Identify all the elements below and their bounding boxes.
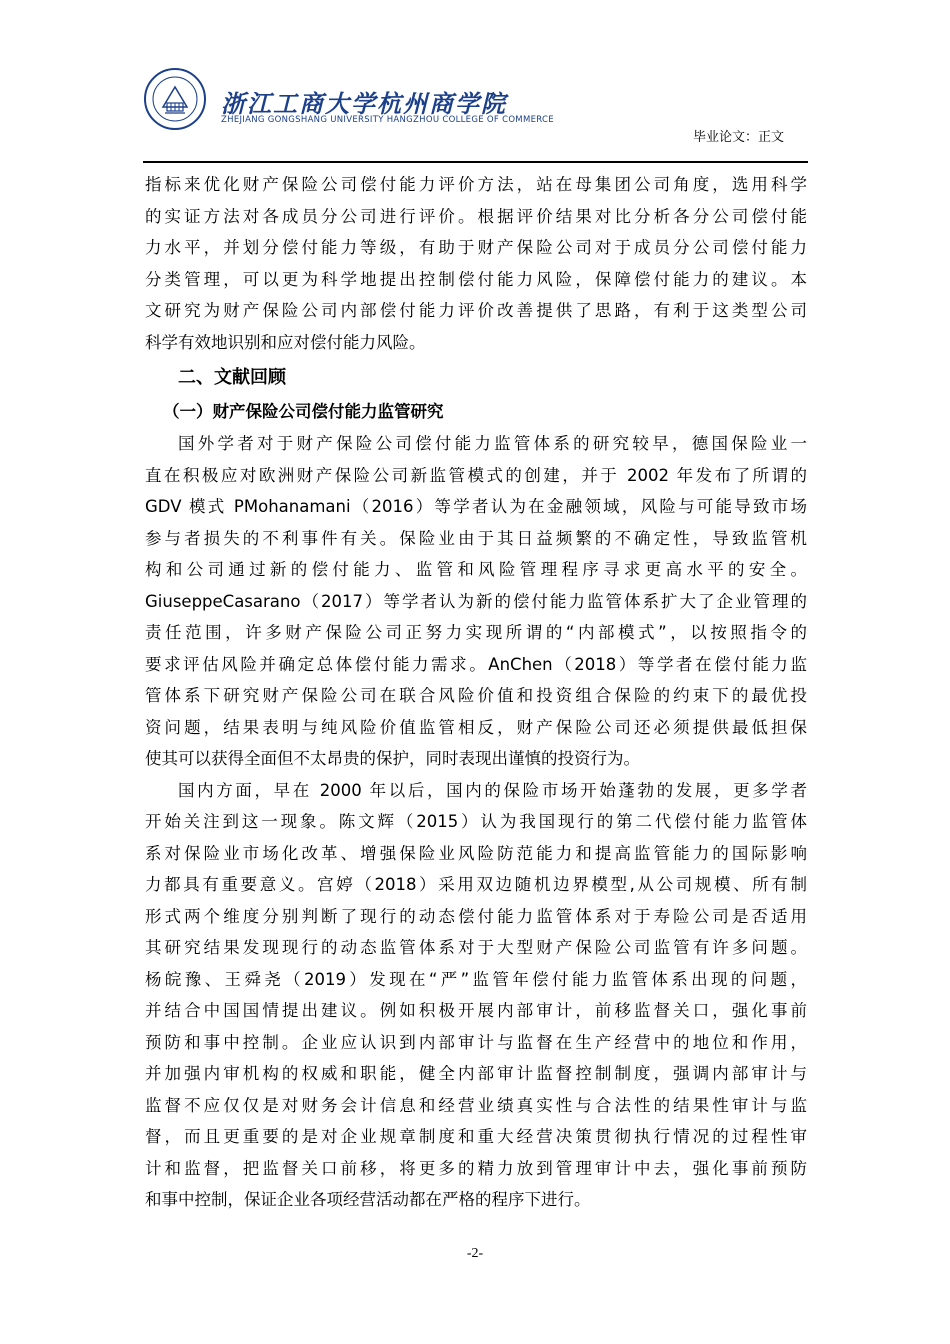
text-line: 构和公司通过新的偿付能力、监管和风险管理程序寻求更高水平的安全。 [145,560,807,579]
section-heading: 二、文献回顾 [178,367,286,388]
text-line: 监督不应仅仅是对财务会计信息和经营业绩真实性与合法性的结果性审计与监 [145,1095,807,1115]
text-line: 系对保险业市场化改革、增强保险业风险防范能力和提高监管能力的国际影响 [145,843,807,863]
text-line: 使其可以获得全面但不太昂贵的保护，同时表现出谨慎的投资行为。 [145,749,640,768]
text-line: 预防和事中控制。企业应认识到内部审计与监督在生产经营中的地位和作用， [145,1032,807,1052]
header-label: 毕业论文：正文 [692,130,784,145]
text-line: 直在积极应对欧洲财产保险公司新监管模式的创建，并于 2002 年发布了所谓的 [145,465,807,485]
text-line: 指标来优化财产保险公司偿付能力评价方法，站在母集团公司角度，选用科学 [145,175,807,194]
paragraph-foreign-research [145,428,807,775]
header-divider [143,161,808,163]
text-line: 分类管理，可以更为科学地提出控制偿付能力风险，保障偿付能力的建议。本 [145,269,807,289]
page-header [143,62,808,166]
text-line: 管体系下研究财产保险公司在联合风险价值和投资组合保险的约束下的最优投 [145,686,807,705]
text-line: 力水平，并划分偿付能力等级，有助于财产保险公司对于成员分公司偿付能力 [145,238,807,257]
subsection-heading: （一）财产保险公司偿付能力监管研究 [163,402,444,421]
text-line: 和事中控制，保证企业各项经营活动都在严格的程序下进行。 [145,1190,591,1209]
school-name-cn: 浙江工商大学杭州商学院 [221,89,507,118]
text-line: 国外学者对于财产保险公司偿付能力监管体系的研究较早，德国保险业一 [178,434,807,453]
text-line: 科学有效地识别和应对偿付能力风险。 [145,332,426,352]
text-line: 其研究结果发现现行的动态监管体系对于大型财产保险公司监管有许多问题。 [145,938,807,957]
text-line: 文研究为财产保险公司内部偿付能力评价改善提供了思路，有利于这类型公司 [145,301,807,320]
text-line: 责任范围，许多财产保险公司正努力实现所谓的“内部模式”，以按照指令的 [145,623,807,642]
text-line: 杨皖豫、王舜尧（2019）发现在“严”监管年偿付能力监管体系出现的问题， [145,969,807,989]
text-line: 形式两个维度分别判断了现行的动态偿付能力监管体系对于寿险公司是否适用 [145,906,807,926]
text-line: 计和监督，把监督关口前移，将更多的精力放到管理审计中去，强化事前预防 [145,1158,807,1178]
text-line: 并加强内审机构的权威和职能，健全内部审计监督控制制度，强调内部审计与 [145,1064,807,1083]
text-line: 参与者损失的不利事件有关。保险业由于其日益频繁的不确定性，导致监管机 [145,528,807,548]
page-number: -2- [466,1246,484,1261]
text-line: 开始关注到这一现象。陈文辉（2015）认为我国现行的第二代偿付能力监管体 [145,812,807,831]
university-seal-icon [143,67,207,131]
text-line: GiuseppeCasarano（2017）等学者认为新的偿付能力监管体系扩大了企业管理的 [145,591,807,611]
text-line: 国内方面，早在 2000 年以后，国内的保险市场开始蓬勃的发展，更多学者 [178,780,807,800]
text-line: 的实证方法对各成员分公司进行评价。根据评价结果对比分析各分公司偿付能 [145,206,807,226]
text-line: 力都具有重要意义。宫婷（2018）采用双边随机边界模型,从公司规模、所有制 [145,875,807,894]
text-line: 督，而且更重要的是对企业规章制度和重大经营决策贯彻执行情况的过程性审 [145,1127,807,1146]
paragraph-domestic-research [145,775,807,1216]
school-name-en: ZHEJIANG GONGSHANG UNIVERSITY HANGZHOU COLLEGE OF COMMERCE [221,115,554,125]
text-line: 并结合中国国情提出建议。例如积极开展内部审计，前移监督关口，强化事前 [145,1001,807,1020]
intro-paragraph [145,169,807,358]
text-line: GDV 模式 PMohanamani（2016）等学者认为在金融领域，风险与可能导致市场 [145,497,807,516]
text-line: 资问题，结果表明与纯风险价值监管相反，财产保险公司还必须提供最低担保 [145,717,807,737]
text-line: 要求评估风险并确定总体偿付能力需求。AnChen（2018）等学者在偿付能力监 [145,654,807,674]
body-text [145,169,807,1216]
